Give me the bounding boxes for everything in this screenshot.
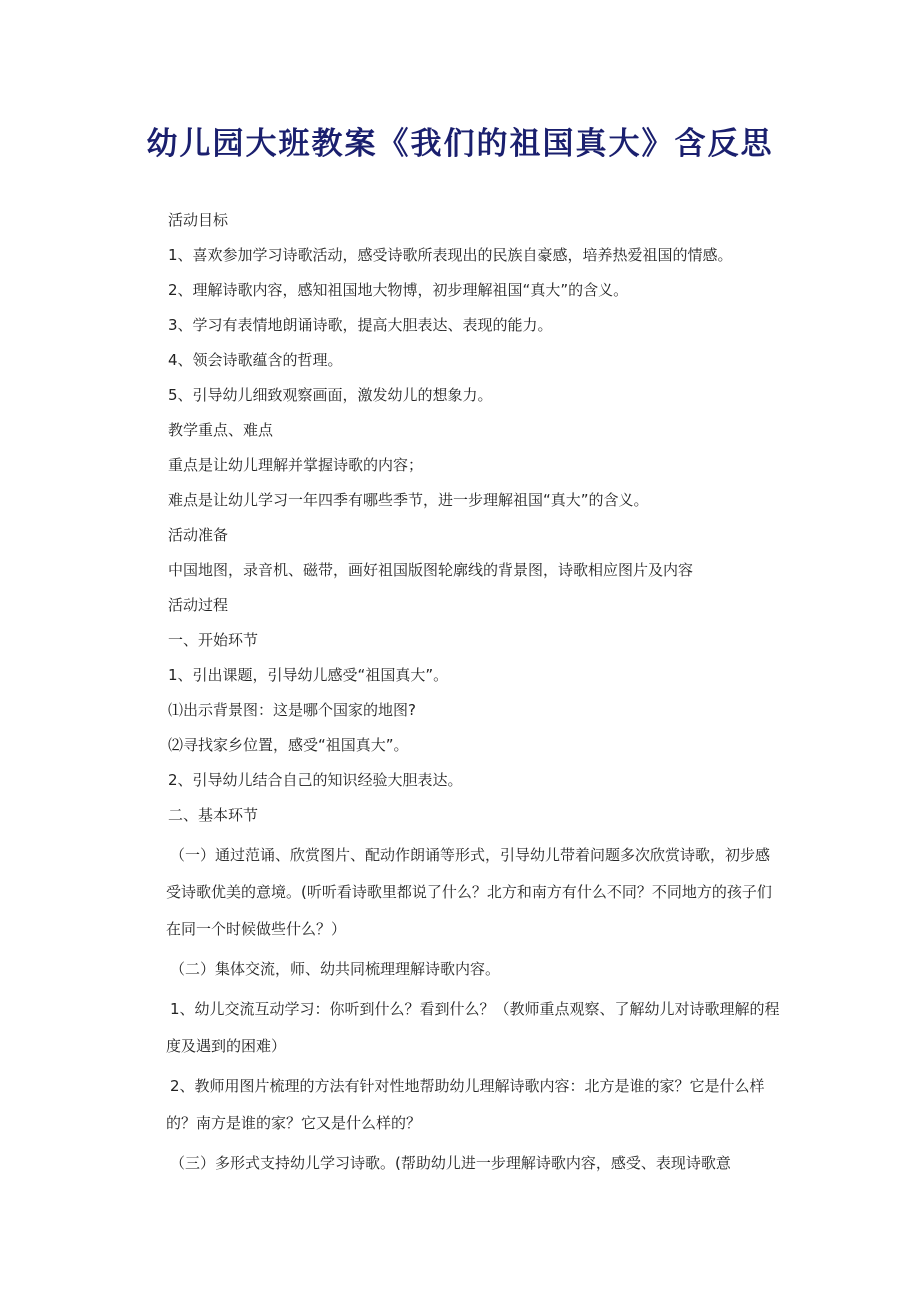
section-heading: 活动目标 [168,211,229,229]
paragraph: （三）多形式支持幼儿学习诗歌。(帮助幼儿进一步理解诗歌内容，感受、表现诗歌意 [170,1154,731,1172]
text-line: ⑴出示背景图：这是哪个国家的地图? [168,701,416,719]
text-line: 5、引导幼儿细致观察画面，激发幼儿的想象力。 [168,386,493,404]
paragraph: （二）集体交流，师、幼共同梳理理解诗歌内容。 [170,960,501,978]
text-line: 难点是让幼儿学习一年四季有哪些季节，进一步理解祖国“真大”的含义。 [168,491,649,509]
document-title: 幼儿园大班教案《我们的祖国真大》含反思 [146,126,774,162]
text-line: 一、开始环节 [168,631,259,649]
text-line: 2、理解诗歌内容，感知祖国地大物博，初步理解祖国“真大”的含义。 [168,281,629,299]
text-line: 二、基本环节 [168,806,259,824]
document-body [168,207,780,1182]
text-line: 1、喜欢参加学习诗歌活动，感受诗歌所表现出的民族自豪感，培养热爱祖国的情感。 [168,246,733,264]
section-heading: 教学重点、难点 [168,421,274,439]
text-line: 1、引出课题，引导幼儿感受“祖国真大”。 [168,666,449,684]
section-heading: 活动准备 [168,526,229,544]
section-heading: 活动过程 [168,596,229,614]
paragraph: 1、幼儿交流互动学习：你听到什么？看到什么？（教师重点观察、了解幼儿对诗歌理解的程度及遇到的困难） [166,1000,780,1055]
text-line: ⑵寻找家乡位置，感受“祖国真大”。 [168,736,409,754]
text-line: 重点是让幼儿理解并掌握诗歌的内容； [168,456,424,474]
paragraph: （一）通过范诵、欣赏图片、配动作朗诵等形式，引导幼儿带着问题多次欣赏诗歌，初步感受诗歌优美的意境。(听听看诗歌里都说了什么？北方和南方有什么不同？不同地方的孩子们在同一个时候做些什么？） [166,846,772,938]
text-line: 3、学习有表情地朗诵诗歌，提高大胆表达、表现的能力。 [168,316,553,334]
paragraph: 2、教师用图片梳理的方法有针对性地帮助幼儿理解诗歌内容：北方是谁的家？它是什么样的？南方是谁的家？它又是什么样的？ [166,1077,765,1132]
text-line: 2、引导幼儿结合自己的知识经验大胆表达。 [168,771,463,789]
text-line: 中国地图，录音机、磁带，画好祖国版图轮廓线的背景图，诗歌相应图片及内容 [168,561,694,579]
text-line: 4、领会诗歌蕴含的哲理。 [168,351,343,369]
